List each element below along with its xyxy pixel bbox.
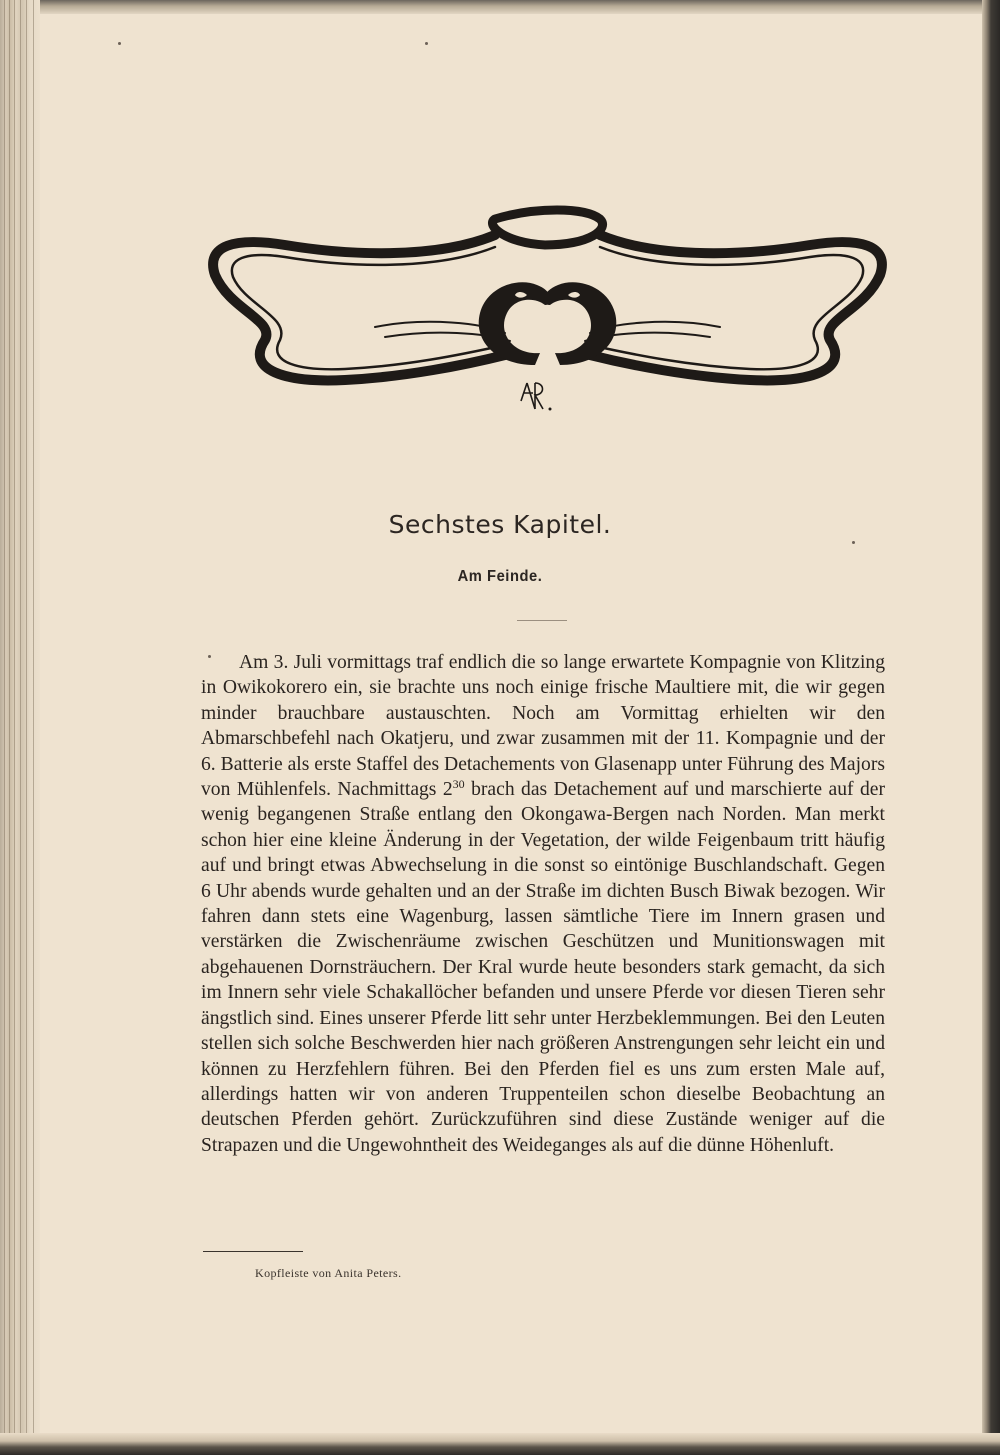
body-text-part-1: Am 3. Juli vormittags traf endlich die so lange erwartete Kompagnie von Klitzing in Owikokorero ein, sie brachte uns noch einige frische Maultiere mit, die wir gegen minder brauchbare austauschten. Noch am Vormittag erhielten wir den Abmarschbefehl nach Okatjeru, und zwar zusammen mit der 11. Kompagnie und der 6. Batterie als erste Staffel des Detachements von Glasenapp unter Führung des Majors von Mühlenfels. Nachmittags 2 xyxy=(201,652,885,801)
page-stack-edge xyxy=(0,0,40,1455)
footnote-rule xyxy=(203,1251,303,1252)
time-superscript: 30 xyxy=(452,777,465,792)
body-text-part-2: brach das Detachement auf und marschierte auf der wenig begangenen Straße entlang den Okongawa-Bergen nach Norden. Man merkt schon hier eine kleine Änderung in der Vegetation, der wilde Feigenbaum tritt häufig auf und bringt etwas Abwechselung in die sonst so eintönige Buschlandschaft. Gegen 6 Uhr abends wurde gehalten und an der Straße im dichten Busch Biwak bezogen. Wir fahren dann stets eine Wagenburg, lassen sämtliche Tiere im Innern grasen und verstärken die Zwischenräume zwischen Geschützen und Munitionswagen mit abgehauenen Dornsträuchern. Der Kral wurde heute besonders stark gemacht, da sich im Innern sehr viele Schakallöcher befanden und unsere Pferde vor diesen Tieren sehr ängstlich sind. Eines unserer Pferde litt sehr unter Herzbeklemmungen. Bei den Leuten stellen sich solche Beschwerden hier nach größeren Anstrengungen sehr leicht ein und können zu Herzfehlern führen. Bei den Pferden fiel es uns zum ersten Male auf, allerdings hatten wir von anderen Truppenteilen schon dieselbe Beobachtung an deutschen Pferden gehört. Zurückzuführen sind diese Zustände weniger auf die Strapazen und die Ungewohntheit des Weideganges als auf die dünne Höhenluft. xyxy=(201,779,885,1156)
section-rule xyxy=(517,620,567,621)
page-bottom-edge xyxy=(0,1433,1000,1455)
binding-edge xyxy=(982,0,1000,1455)
headpiece-ornament xyxy=(205,205,890,420)
page-top-edge xyxy=(0,0,1000,14)
chapter-subtitle: Am Feinde. xyxy=(457,568,543,585)
chapter-title: Sechstes Kapitel. xyxy=(388,510,612,539)
footnote: Kopfleiste von Anita Peters. xyxy=(255,1266,402,1280)
body-paragraph xyxy=(201,650,885,1158)
